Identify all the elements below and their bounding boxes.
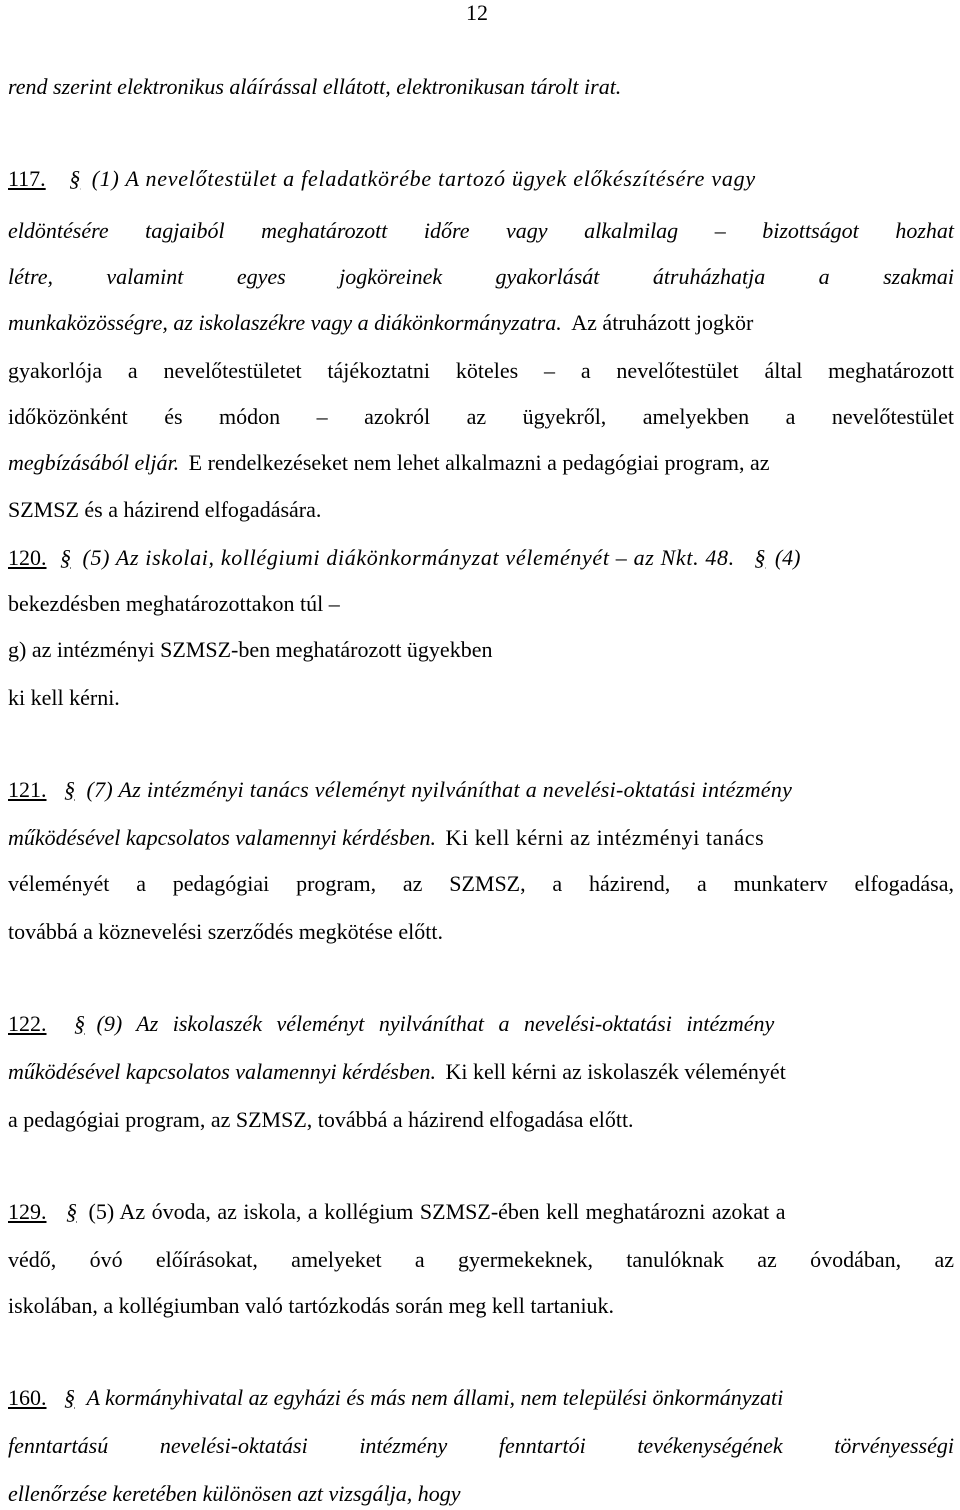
paragraph-number: 121. — [8, 777, 47, 802]
paragraph-text: Az átruházott jogkör — [571, 310, 754, 335]
paragraph-120-line-3: g) az intézményi SZMSZ-ben meghatározott ügyekben — [8, 637, 493, 662]
paragraph-number: 129. — [8, 1199, 47, 1224]
paragraph-117-line-5: gyakorlója a nevelőtestületet tájékoztatni köteles – a nevelőtestület által meghatározott — [8, 358, 954, 383]
section-sign: § — [754, 545, 766, 570]
paragraph-text: (5) Az óvoda, az iskola, a kollégium SZMSZ-ében kell meghatározni azokat a — [88, 1199, 786, 1224]
paragraph-129-line-3: iskolában, a kollégiumban való tartózkodás során meg kell tartaniuk. — [8, 1293, 615, 1318]
paragraph-120-line-2: bekezdésben meghatározottakon túl – — [8, 591, 340, 616]
paragraph-number: 122. — [8, 1011, 47, 1036]
paragraph-117-line-1 — [8, 166, 954, 192]
paragraph-122-line-2 — [8, 1059, 954, 1085]
paragraph-text: munkaközösségre, az iskolaszékre vagy a diákönkormányzatra. — [8, 310, 562, 335]
paragraph-text: (7) Az intézményi tanács véleményt nyilváníthat a nevelési-oktatási intézmény — [86, 777, 793, 802]
paragraph-text: (5) Az iskolai, kollégiumi diákönkormányzat véleményét – az Nkt. 48. — [82, 545, 735, 570]
paragraph-129-line-1 — [8, 1199, 954, 1225]
section-sign: § — [74, 1011, 85, 1036]
paragraph-121-line-1 — [8, 777, 954, 803]
paragraph-number: 120. — [8, 545, 47, 570]
section-sign: § — [64, 1385, 75, 1410]
paragraph-text: (1) A nevelőtestület a feladatkörébe tartozó ügyek előkészítésére vagy — [91, 166, 756, 191]
paragraph-117-line-2: eldöntésére tagjaiból meghatározott időre vagy alkalmilag – bizottságot hozhat — [8, 218, 954, 243]
section-sign: § — [69, 166, 81, 191]
paragraph-117-line-8: SZMSZ és a házirend elfogadására. — [8, 497, 322, 522]
intro-line: rend szerint elektronikus aláírással ellátott, elektronikusan tárolt irat. — [8, 74, 622, 99]
paragraph-text: Ki kell kérni az intézményi tanács — [445, 825, 765, 850]
paragraph-120-line-1 — [8, 545, 954, 571]
paragraph-text: E rendelkezéseket nem lehet alkalmazni a pedagógiai program, az — [188, 450, 770, 475]
section-sign: § — [60, 545, 71, 570]
paragraph-text: működésével kapcsolatos valamennyi kérdésben. — [8, 1059, 437, 1084]
paragraph-160-line-1 — [8, 1385, 954, 1411]
paragraph-text: (4) — [774, 545, 801, 570]
page-number: 12 — [466, 0, 488, 25]
paragraph-120-line-4: ki kell kérni. — [8, 685, 120, 710]
paragraph-117-line-7 — [8, 450, 954, 476]
paragraph-text: (9) Az iskolaszék véleményt nyilváníthat a nevelési-oktatási intézmény — [96, 1011, 775, 1036]
section-sign: § — [64, 777, 75, 802]
paragraph-121-line-4: továbbá a köznevelési szerződés megkötése előtt. — [8, 919, 443, 944]
paragraph-117-line-3: létre, valamint egyes jogköreinek gyakorlását átruházhatja a szakmai — [8, 264, 954, 289]
paragraph-122-line-1 — [8, 1011, 954, 1037]
paragraph-121-line-2 — [8, 825, 954, 851]
paragraph-160-line-2: fenntartású nevelési-oktatási intézmény fenntartói tevékenységének törvényességi — [8, 1433, 954, 1458]
paragraph-117-line-4 — [8, 310, 954, 336]
paragraph-121-line-3: véleményét a pedagógiai program, az SZMSZ, a házirend, a munkaterv elfogadása, — [8, 871, 954, 896]
paragraph-number: 117. — [8, 166, 46, 191]
paragraph-160-line-3: ellenőrzése keretében különösen azt vizsgálja, hogy — [8, 1481, 461, 1506]
paragraph-text: működésével kapcsolatos valamennyi kérdésben. — [8, 825, 437, 850]
paragraph-117-line-6: időközönként és módon – azokról az ügyekről, amelyekben a nevelőtestület — [8, 404, 954, 429]
paragraph-129-line-2: védő, óvó előírásokat, amelyeket a gyermekeknek, tanulóknak az óvodában, az — [8, 1247, 954, 1272]
paragraph-122-line-3: a pedagógiai program, az SZMSZ, továbbá a házirend elfogadása előtt. — [8, 1107, 634, 1132]
section-sign: § — [66, 1199, 77, 1224]
paragraph-text: megbízásából eljár. — [8, 450, 180, 475]
paragraph-text: Ki kell kérni az iskolaszék véleményét — [445, 1059, 786, 1084]
paragraph-number: 160. — [8, 1385, 47, 1410]
paragraph-text: A kormányhivatal az egyházi és más nem állami, nem települési önkormányzati — [86, 1385, 784, 1410]
